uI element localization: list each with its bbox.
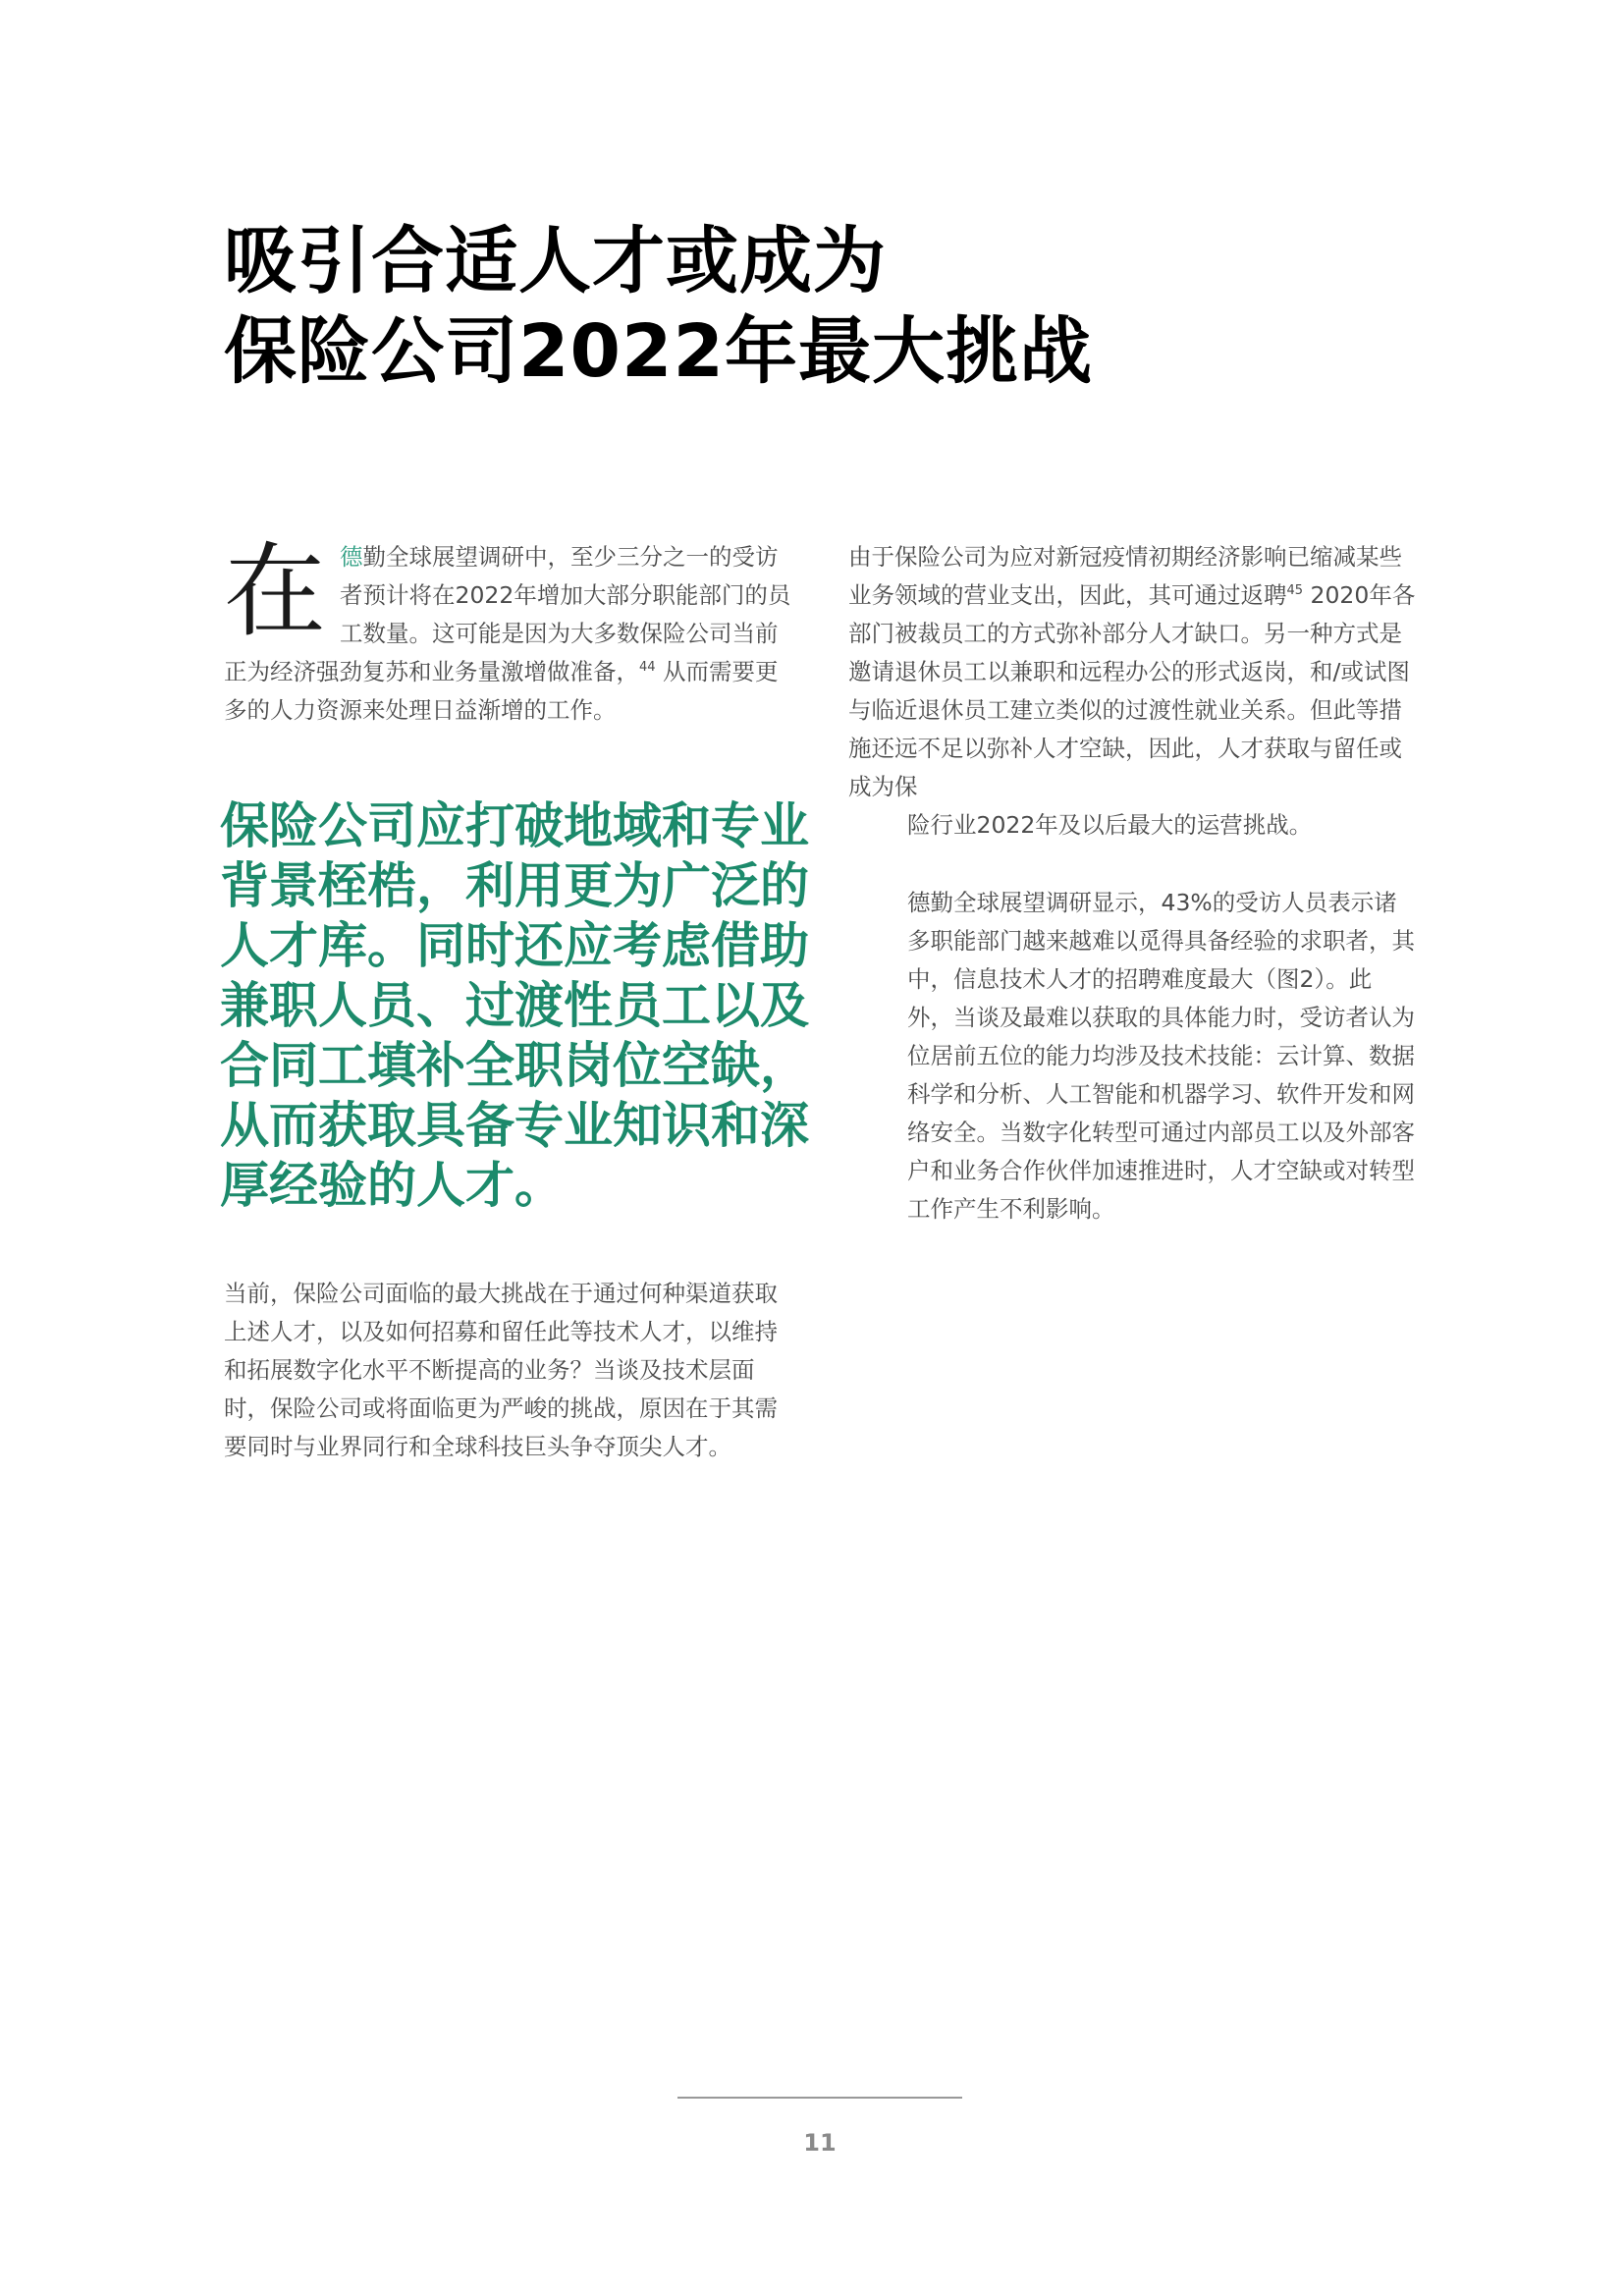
drop-cap: 在 bbox=[224, 531, 327, 651]
intro-paragraph-block bbox=[224, 531, 793, 730]
footer-divider bbox=[677, 2097, 962, 2099]
rehire-paragraph bbox=[848, 538, 1418, 845]
challenge-paragraph: 当前，保险公司面临的最大挑战在于通过何种渠道获取上述人才，以及如何招募和留任此等技术人才，以维持和拓展数字化水平不断提高的业务？当谈及技术层面时，保险公司或将面临更为严峻的挑战，原因在于其需要同时与业界同行和全球科技巨头争夺顶尖人才。 bbox=[224, 1280, 778, 1460]
footnote-ref-44: 44 bbox=[639, 660, 656, 676]
title-line-2: 保险公司2022年最大挑战 bbox=[224, 309, 1093, 394]
page-title bbox=[224, 216, 1093, 397]
pull-quote: 保险公司应打破地域和专业背景桎梏，利用更为广泛的人才库。同时还应考虑借助兼职人员、过渡性员工以及合同工填补全职岗位空缺，从而获取具备专业知识和深厚经验的人才。 bbox=[220, 797, 809, 1214]
rehire-text-a: 由于保险公司为应对新冠疫情初期经济影响已缩减某些业务领域的营业支出，因此，其可通过返聘 bbox=[848, 543, 1402, 609]
intro-text-a: 勤全球展望调研中，至少三分之一的受访者预计将在2022年增加大部分职能部门的员工数量。这可能是因为大多数保险公司当前正为经济强劲复苏和业务量激增做准备， bbox=[224, 543, 791, 685]
survey-paragraph: 德勤全球展望调研显示，43%的受访人员表示诸多职能部门越来越难以觅得具备经验的求职者，其中，信息技术人才的招聘难度最大（图2）。此外，当谈及最难以获取的具体能力时，受访者认为位居前五位的能力均涉及技术技能：云计算、数据科学和分析、人工智能和机器学习、软件开发和网络安全。当数字化转型可通过内部员工以及外部客户和业务合作伙伴加速推进时，人才空缺或对转型工作产生不利影响。 bbox=[907, 889, 1415, 1223]
title-line-1: 吸引合适人才或成为 bbox=[224, 219, 887, 303]
rehire-text-b: 2020年各部门被裁员工的方式弥补部分人才缺口。另一种方式是邀请退休员工以兼职和远程办公的形式返岗，和/或试图与临近退休员工建立类似的过渡性就业关系。但此等措施还远不足以弥补人才空缺，因此，人才获取与留任或成为保 bbox=[848, 581, 1416, 800]
right-column bbox=[848, 538, 1418, 1229]
intro-text-b: 从而需要更多的人力资源来处理日益渐增的工作。 bbox=[224, 658, 779, 724]
intro-first-char: 德 bbox=[340, 543, 363, 571]
rehire-text-c: 险行业2022年及以后最大的运营挑战。 bbox=[907, 811, 1313, 839]
footnote-ref-45: 45 bbox=[1286, 583, 1304, 599]
left-column bbox=[220, 531, 809, 1466]
page-number: 11 bbox=[803, 2129, 837, 2157]
